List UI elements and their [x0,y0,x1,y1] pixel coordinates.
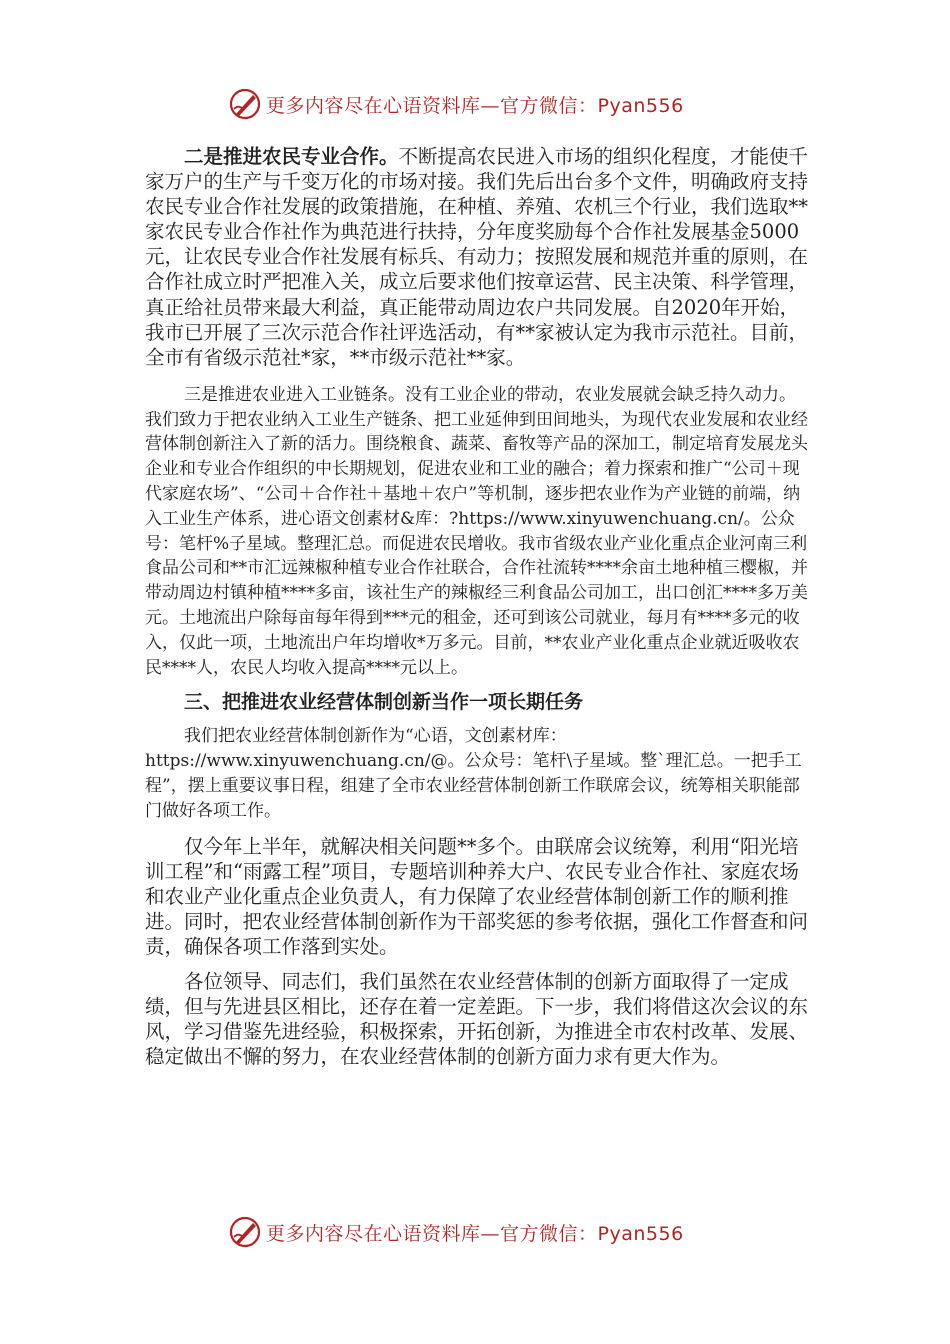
paragraph-conclusion: 各位领导、同志们，我们虽然在农业经营体制的创新方面取得了一定成绩，但与先进县区相比，还存在着一定差距。下一步，我们将借这次会议的东风，学习借鉴先进经验，积极探索，开拓创新，为推进全市农村改革、发展、稳定做出不懈的努力，在农业经营体制的创新方面力求有更大作为。 [145,970,809,1069]
bottom-banner [228,1212,728,1252]
paragraph-progress: 仅今年上半年，就解决相关问题**多个。由联席会议统筹，利用“阳光培训工程”和“雨露工程”项目，专题培训种养大户、农民专业合作社、家庭农场和农业产业化重点企业负责人，有力保障了农业经营体制创新工作的顺利推进。同时，把农业经营体制创新作为干部奖惩的参考依据，强化工作督查和问责，确保各项工作落到实处。 [145,834,809,958]
paragraph-cooperation: 二是推进农民专业合作。不断提高农民进入市场的组织化程度，才能使千家万户的生产与千变万化的市场对接。我们先后出台多个文件，明确政府支持农民专业合作社发展的政策措施，在种植、养殖、农机三个行业，我们选取**家农民专业合作社作为典范进行扶持，分年度奖励每个合作社发展基金5000元，让农民专业合作社发展有标兵、有动力；按照发展和规范并重的原则，在合作社成立时严把准入关，成立后要求他们按章运营、民主决策、科学管理，真正给社员带来最大利益，真正能带动周边农户共同发展。自2020年开始，我市已开展了三次示范合作社评选活动，有**家被认定为我市示范社。目前，全市有省级示范社*家，**市级示范社**家。 [145,145,809,369]
document-body [145,144,810,1069]
top-banner [228,84,728,124]
section-heading: 三、把推进农业经营体制创新当作一项长期任务 [184,691,584,714]
paragraph-industry-chain: 三是推进农业进入工业链条。没有工业企业的带动，农业发展就会缺乏持久动力。我们致力于把农业纳入工业生产链条、把工业延伸到田间地头，为现代农业发展和农业经营体制创新注入了新的活力。围绕粮食、蔬菜、畜牧等产品的深加工，制定培育发展龙头企业和专业合作组织的中长期规划，促进农业和工业的融合；着力探索和推广“公司＋现代家庭农场”、“公司＋合作社＋基地＋农户”等机制，逐步把农业作为产业链的前端，纳入工业生产体系，进心语文创素材&库：?https://www.xinyuwenchuang.cn/。公众号：笔杆%子星域。整理汇总。而促进农民增收。我市省级农业产业化重点企业河南三利食品公司和**市汇远辣椒种植专业合作社联合，合作社流转****余亩土地种植三樱椒，并带动周边村镇种植****多亩，该社生产的辣椒经三利食品公司加工，出口创汇****多万美元。土地流出户除每亩每年得到***元的租金，还可到该公司就业，每月有****多元的收入，仅此一项，土地流出户年均增收*万多元。目前，**农业产业化重点企业就近吸收农民****人，农民人均收入提高****元以上。 [145,384,808,678]
paragraph-leadership: 我们把农业经营体制创新作为“心语，文创素材库：https://www.xinyuwenchuang.cn/@。公众号：笔杆\子星域。整`理汇总。一把手工程”，摆上重要议事日程，组建了全市农业经营体制创新工作联席会议，统筹相关职能部门做好各项工作。 [145,726,802,821]
paragraph-lead: 二是推进农民专业合作。 [184,145,399,168]
banner-text: 更多内容尽在心语资料库—官方微信：Pyan556 [266,94,684,117]
pen-logo-icon [228,1215,262,1249]
banner-text: 更多内容尽在心语资料库—官方微信：Pyan556 [266,1222,684,1245]
pen-logo-icon [228,87,262,121]
